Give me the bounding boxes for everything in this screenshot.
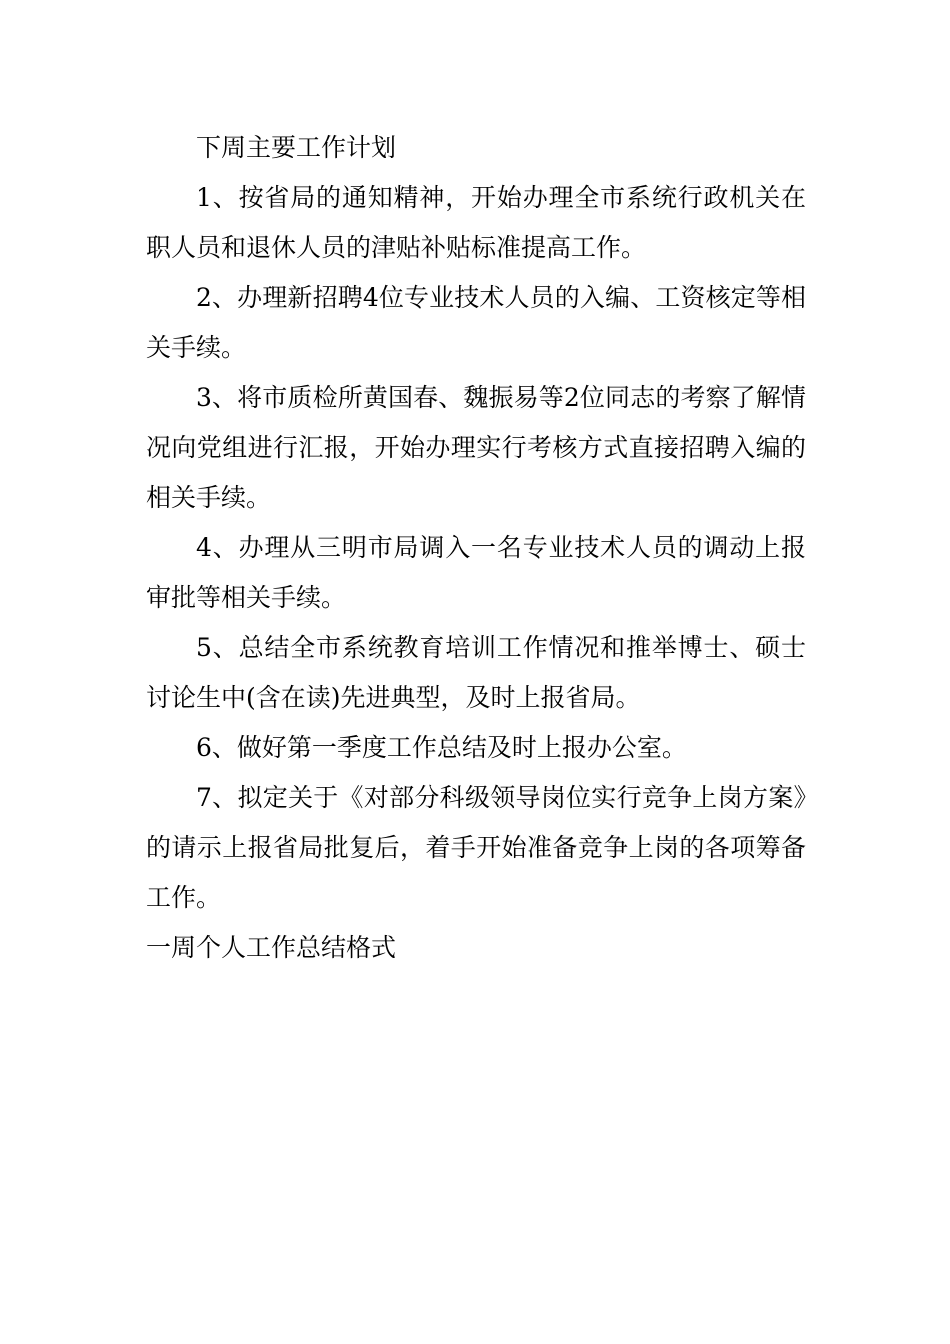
plan-item-5: 5、总结全市系统教育培训工作情况和推举博士、硕士讨论生中(含在读)先进典型，及时上报省局。 — [146, 633, 806, 712]
plan-item-1: 1、按省局的通知精神，开始办理全市系统行政机关在职人员和退休人员的津贴补贴标准提高工作。 — [146, 183, 806, 262]
plan-item-4: 4、办理从三明市局调入一名专业技术人员的调动上报审批等相关手续。 — [146, 533, 806, 612]
plan-item-3: 3、将市质检所黄国春、魏振易等2位同志的考察了解情况向党组进行汇报，开始办理实行考核方式直接招聘入编的相关手续。 — [146, 383, 806, 512]
plan-item-2: 2、办理新招聘4位专业技术人员的入编、工资核定等相关手续。 — [146, 283, 806, 362]
document-body — [146, 123, 806, 973]
plan-item-7: 7、拟定关于《对部分科级领导岗位实行竞争上岗方案》的请示上报省局批复后，着手开始准备竞争上岗的各项筹备工作。 — [146, 783, 806, 912]
document-footer-title: 一周个人工作总结格式 — [146, 933, 397, 962]
section-heading: 下周主要工作计划 — [196, 133, 397, 162]
plan-item-6: 6、做好第一季度工作总结及时上报办公室。 — [196, 733, 687, 762]
